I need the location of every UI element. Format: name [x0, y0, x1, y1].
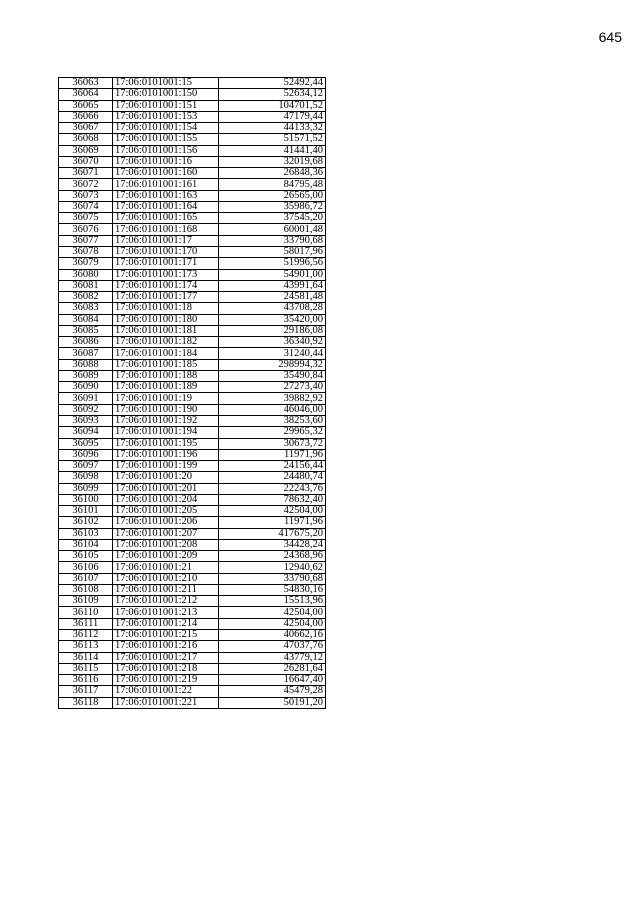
- amount-cell: 32019,68: [219, 156, 326, 167]
- amount-cell: 26565,00: [219, 190, 326, 201]
- amount-cell: 78632,40: [219, 494, 326, 505]
- table-row: [59, 415, 326, 426]
- amount-cell: 60001,48: [219, 224, 326, 235]
- cadastral-number-cell: 17:06:0101001:190: [113, 404, 219, 415]
- row-number-cell: 36066: [59, 111, 113, 122]
- amount-cell: 24480,74: [219, 472, 326, 483]
- cadastral-number-cell: 17:06:0101001:174: [113, 280, 219, 291]
- cadastral-number-cell: 17:06:0101001:211: [113, 584, 219, 595]
- row-number-cell: 36071: [59, 168, 113, 179]
- cadastral-number-cell: 17:06:0101001:194: [113, 427, 219, 438]
- table-row: [59, 528, 326, 539]
- table-row: [59, 303, 326, 314]
- table-row: [59, 461, 326, 472]
- table-row: [59, 292, 326, 303]
- row-number-cell: 36104: [59, 539, 113, 550]
- row-number-cell: 36107: [59, 573, 113, 584]
- cadastral-number-cell: 17:06:0101001:210: [113, 573, 219, 584]
- row-number-cell: 36100: [59, 494, 113, 505]
- table-row: [59, 123, 326, 134]
- amount-cell: 29965,32: [219, 427, 326, 438]
- amount-cell: 46046,00: [219, 404, 326, 415]
- table-row: [59, 438, 326, 449]
- cadastral-number-cell: 17:06:0101001:170: [113, 246, 219, 257]
- row-number-cell: 36070: [59, 156, 113, 167]
- row-number-cell: 36074: [59, 201, 113, 212]
- row-number-cell: 36077: [59, 235, 113, 246]
- row-number-cell: 36083: [59, 303, 113, 314]
- amount-cell: 11971,96: [219, 449, 326, 460]
- amount-cell: 11971,96: [219, 517, 326, 528]
- table-row: [59, 258, 326, 269]
- row-number-cell: 36103: [59, 528, 113, 539]
- cadastral-number-cell: 17:06:0101001:151: [113, 100, 219, 111]
- cadastral-number-cell: 17:06:0101001:201: [113, 483, 219, 494]
- cadastral-number-cell: 17:06:0101001:171: [113, 258, 219, 269]
- table-row: [59, 246, 326, 257]
- amount-cell: 26848,36: [219, 168, 326, 179]
- amount-cell: 34428,24: [219, 539, 326, 550]
- row-number-cell: 36109: [59, 596, 113, 607]
- cadastral-number-cell: 17:06:0101001:204: [113, 494, 219, 505]
- table-row: [59, 449, 326, 460]
- cadastral-number-cell: 17:06:0101001:221: [113, 697, 219, 708]
- amount-cell: 51996,56: [219, 258, 326, 269]
- amount-cell: 47037,76: [219, 641, 326, 652]
- amount-cell: 16647,40: [219, 675, 326, 686]
- cadastral-number-cell: 17:06:0101001:173: [113, 269, 219, 280]
- amount-cell: 43708,28: [219, 303, 326, 314]
- cadastral-number-cell: 17:06:0101001:218: [113, 663, 219, 674]
- row-number-cell: 36063: [59, 78, 113, 89]
- amount-cell: 38253,60: [219, 415, 326, 426]
- amount-cell: 51571,52: [219, 134, 326, 145]
- amount-cell: 47179,44: [219, 111, 326, 122]
- cadastral-number-cell: 17:06:0101001:192: [113, 415, 219, 426]
- row-number-cell: 36081: [59, 280, 113, 291]
- table-row: [59, 607, 326, 618]
- cadastral-number-cell: 17:06:0101001:208: [113, 539, 219, 550]
- cadastral-number-cell: 17:06:0101001:20: [113, 472, 219, 483]
- table-row: [59, 235, 326, 246]
- cadastral-number-cell: 17:06:0101001:177: [113, 292, 219, 303]
- row-number-cell: 36093: [59, 415, 113, 426]
- amount-cell: 50191,20: [219, 697, 326, 708]
- amount-cell: 33790,68: [219, 573, 326, 584]
- cadastral-number-cell: 17:06:0101001:215: [113, 630, 219, 641]
- row-number-cell: 36111: [59, 618, 113, 629]
- table-row: [59, 472, 326, 483]
- cadastral-number-cell: 17:06:0101001:163: [113, 190, 219, 201]
- cadastral-number-cell: 17:06:0101001:188: [113, 370, 219, 381]
- row-number-cell: 36082: [59, 292, 113, 303]
- row-number-cell: 36116: [59, 675, 113, 686]
- row-number-cell: 36065: [59, 100, 113, 111]
- amount-cell: 298994,32: [219, 359, 326, 370]
- table-row: [59, 337, 326, 348]
- cadastral-number-cell: 17:06:0101001:184: [113, 348, 219, 359]
- row-number-cell: 36090: [59, 382, 113, 393]
- table-row: [59, 168, 326, 179]
- table-row: [59, 517, 326, 528]
- row-number-cell: 36084: [59, 314, 113, 325]
- amount-cell: 43991,64: [219, 280, 326, 291]
- cadastral-number-cell: 17:06:0101001:216: [113, 641, 219, 652]
- amount-cell: 26281,64: [219, 663, 326, 674]
- table-row: [59, 562, 326, 573]
- cadastral-number-cell: 17:06:0101001:165: [113, 213, 219, 224]
- table-row: [59, 201, 326, 212]
- row-number-cell: 36067: [59, 123, 113, 134]
- table-row: [59, 551, 326, 562]
- row-number-cell: 36118: [59, 697, 113, 708]
- amount-cell: 104701,52: [219, 100, 326, 111]
- row-number-cell: 36108: [59, 584, 113, 595]
- table-row: [59, 348, 326, 359]
- cadastral-value-table: [58, 77, 326, 709]
- cadastral-number-cell: 17:06:0101001:209: [113, 551, 219, 562]
- row-number-cell: 36064: [59, 89, 113, 100]
- table-row: [59, 483, 326, 494]
- amount-cell: 24581,48: [219, 292, 326, 303]
- table-row: [59, 506, 326, 517]
- cadastral-number-cell: 17:06:0101001:17: [113, 235, 219, 246]
- amount-cell: 24368,96: [219, 551, 326, 562]
- cadastral-number-cell: 17:06:0101001:199: [113, 461, 219, 472]
- table-row: [59, 145, 326, 156]
- cadastral-number-cell: 17:06:0101001:195: [113, 438, 219, 449]
- amount-cell: 30673,72: [219, 438, 326, 449]
- table-row: [59, 370, 326, 381]
- row-number-cell: 36076: [59, 224, 113, 235]
- row-number-cell: 36089: [59, 370, 113, 381]
- amount-cell: 27273,40: [219, 382, 326, 393]
- amount-cell: 12940,62: [219, 562, 326, 573]
- row-number-cell: 36095: [59, 438, 113, 449]
- table-body: [59, 78, 326, 709]
- cadastral-number-cell: 17:06:0101001:155: [113, 134, 219, 145]
- table-row: [59, 100, 326, 111]
- cadastral-number-cell: 17:06:0101001:207: [113, 528, 219, 539]
- table-row: [59, 596, 326, 607]
- cadastral-number-cell: 17:06:0101001:219: [113, 675, 219, 686]
- row-number-cell: 36073: [59, 190, 113, 201]
- row-number-cell: 36113: [59, 641, 113, 652]
- amount-cell: 39882,92: [219, 393, 326, 404]
- table-row: [59, 630, 326, 641]
- cadastral-number-cell: 17:06:0101001:153: [113, 111, 219, 122]
- amount-cell: 45479,28: [219, 686, 326, 697]
- row-number-cell: 36105: [59, 551, 113, 562]
- row-number-cell: 36075: [59, 213, 113, 224]
- row-number-cell: 36072: [59, 179, 113, 190]
- row-number-cell: 36069: [59, 145, 113, 156]
- amount-cell: 40662,16: [219, 630, 326, 641]
- cadastral-number-cell: 17:06:0101001:213: [113, 607, 219, 618]
- amount-cell: 29186,08: [219, 325, 326, 336]
- row-number-cell: 36102: [59, 517, 113, 528]
- table-row: [59, 618, 326, 629]
- table-row: [59, 663, 326, 674]
- amount-cell: 24156,44: [219, 461, 326, 472]
- table-row: [59, 78, 326, 89]
- cadastral-number-cell: 17:06:0101001:182: [113, 337, 219, 348]
- amount-cell: 22243,76: [219, 483, 326, 494]
- amount-cell: 52634,12: [219, 89, 326, 100]
- table-row: [59, 89, 326, 100]
- cadastral-number-cell: 17:06:0101001:205: [113, 506, 219, 517]
- row-number-cell: 36079: [59, 258, 113, 269]
- amount-cell: 58017,96: [219, 246, 326, 257]
- table-row: [59, 269, 326, 280]
- cadastral-number-cell: 17:06:0101001:189: [113, 382, 219, 393]
- row-number-cell: 36097: [59, 461, 113, 472]
- amount-cell: 52492,44: [219, 78, 326, 89]
- amount-cell: 44133,32: [219, 123, 326, 134]
- table-row: [59, 224, 326, 235]
- table-row: [59, 641, 326, 652]
- amount-cell: 35420,00: [219, 314, 326, 325]
- amount-cell: 42504,00: [219, 607, 326, 618]
- table-row: [59, 686, 326, 697]
- row-number-cell: 36085: [59, 325, 113, 336]
- row-number-cell: 36098: [59, 472, 113, 483]
- table-row: [59, 190, 326, 201]
- amount-cell: 37545,20: [219, 213, 326, 224]
- cadastral-number-cell: 17:06:0101001:164: [113, 201, 219, 212]
- row-number-cell: 36106: [59, 562, 113, 573]
- cadastral-number-cell: 17:06:0101001:212: [113, 596, 219, 607]
- amount-cell: 15513,96: [219, 596, 326, 607]
- cadastral-number-cell: 17:06:0101001:181: [113, 325, 219, 336]
- table-row: [59, 325, 326, 336]
- cadastral-number-cell: 17:06:0101001:217: [113, 652, 219, 663]
- table-row: [59, 280, 326, 291]
- table-row: [59, 111, 326, 122]
- cadastral-number-cell: 17:06:0101001:185: [113, 359, 219, 370]
- table-row: [59, 314, 326, 325]
- cadastral-number-cell: 17:06:0101001:21: [113, 562, 219, 573]
- row-number-cell: 36092: [59, 404, 113, 415]
- table-row: [59, 494, 326, 505]
- cadastral-number-cell: 17:06:0101001:19: [113, 393, 219, 404]
- amount-cell: 41441,40: [219, 145, 326, 156]
- table-row: [59, 359, 326, 370]
- amount-cell: 84795,48: [219, 179, 326, 190]
- table-row: [59, 156, 326, 167]
- table-row: [59, 675, 326, 686]
- amount-cell: 42504,00: [219, 506, 326, 517]
- row-number-cell: 36096: [59, 449, 113, 460]
- table-row: [59, 179, 326, 190]
- table-row: [59, 134, 326, 145]
- page-number: 645: [598, 29, 622, 45]
- row-number-cell: 36094: [59, 427, 113, 438]
- amount-cell: 54830,16: [219, 584, 326, 595]
- row-number-cell: 36114: [59, 652, 113, 663]
- amount-cell: 36340,92: [219, 337, 326, 348]
- row-number-cell: 36078: [59, 246, 113, 257]
- row-number-cell: 36117: [59, 686, 113, 697]
- amount-cell: 417675,20: [219, 528, 326, 539]
- cadastral-number-cell: 17:06:0101001:18: [113, 303, 219, 314]
- cadastral-number-cell: 17:06:0101001:214: [113, 618, 219, 629]
- table-row: [59, 539, 326, 550]
- cadastral-number-cell: 17:06:0101001:150: [113, 89, 219, 100]
- table-row: [59, 382, 326, 393]
- cadastral-number-cell: 17:06:0101001:161: [113, 179, 219, 190]
- cadastral-number-cell: 17:06:0101001:154: [113, 123, 219, 134]
- cadastral-number-cell: 17:06:0101001:168: [113, 224, 219, 235]
- cadastral-number-cell: 17:06:0101001:22: [113, 686, 219, 697]
- cadastral-number-cell: 17:06:0101001:196: [113, 449, 219, 460]
- row-number-cell: 36080: [59, 269, 113, 280]
- amount-cell: 42504,00: [219, 618, 326, 629]
- cadastral-number-cell: 17:06:0101001:15: [113, 78, 219, 89]
- table-row: [59, 404, 326, 415]
- amount-cell: 43779,12: [219, 652, 326, 663]
- cadastral-number-cell: 17:06:0101001:160: [113, 168, 219, 179]
- amount-cell: 35490,84: [219, 370, 326, 381]
- cadastral-number-cell: 17:06:0101001:16: [113, 156, 219, 167]
- row-number-cell: 36115: [59, 663, 113, 674]
- table-row: [59, 573, 326, 584]
- row-number-cell: 36068: [59, 134, 113, 145]
- row-number-cell: 36086: [59, 337, 113, 348]
- row-number-cell: 36110: [59, 607, 113, 618]
- row-number-cell: 36101: [59, 506, 113, 517]
- amount-cell: 31240,44: [219, 348, 326, 359]
- row-number-cell: 36099: [59, 483, 113, 494]
- row-number-cell: 36112: [59, 630, 113, 641]
- table-row: [59, 393, 326, 404]
- table-row: [59, 697, 326, 708]
- cadastral-number-cell: 17:06:0101001:206: [113, 517, 219, 528]
- row-number-cell: 36087: [59, 348, 113, 359]
- cadastral-number-cell: 17:06:0101001:180: [113, 314, 219, 325]
- table-row: [59, 652, 326, 663]
- row-number-cell: 36088: [59, 359, 113, 370]
- table-row: [59, 213, 326, 224]
- amount-cell: 35986,72: [219, 201, 326, 212]
- table-row: [59, 584, 326, 595]
- amount-cell: 54901,00: [219, 269, 326, 280]
- table-row: [59, 427, 326, 438]
- row-number-cell: 36091: [59, 393, 113, 404]
- amount-cell: 33790,68: [219, 235, 326, 246]
- cadastral-number-cell: 17:06:0101001:156: [113, 145, 219, 156]
